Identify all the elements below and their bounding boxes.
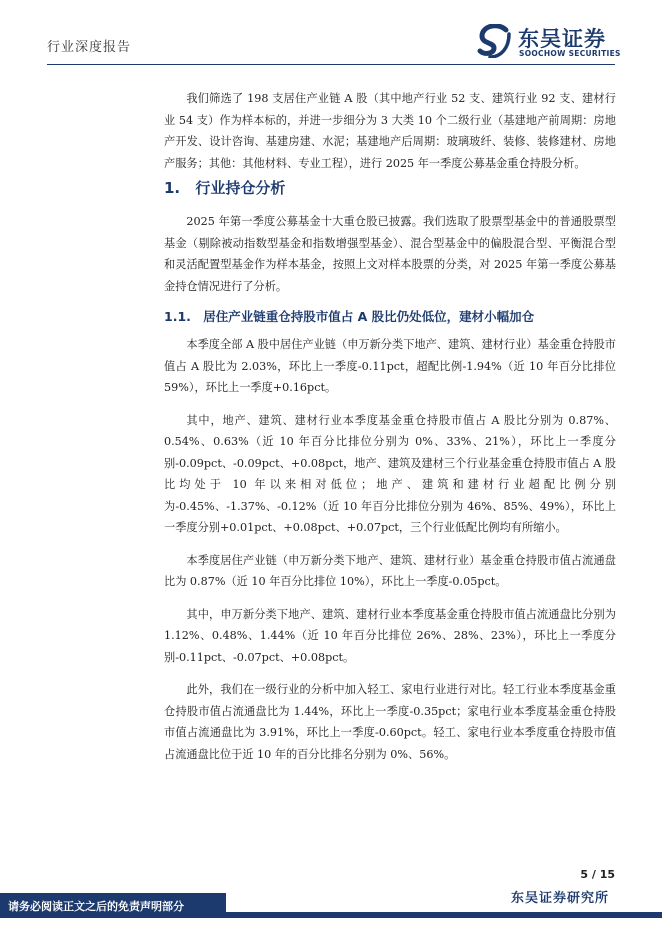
- page-number: 5 / 15: [580, 868, 615, 881]
- footer-divider: [226, 912, 662, 918]
- body-paragraph: 此外，我们在一级行业的分析中加入轻工、家电行业进行对比。轻工行业本季度基金重仓持股市值占流通盘比为 1.44%，环比上一季度-0.35pct；家电行业本季度基金重仓持股市值占流通盘比为 3.91%，环比上一季度-0.60pct。轻工、家电行业本季度重仓持股市值占流通盘比位于近 10 年的百分比排名分别为 0%、56%。: [164, 683, 616, 761]
- body-paragraph: 其中，申万新分类下地产、建筑、建材行业本季度基金重仓持股市值占流通盘比分别为 1.12%、0.48%、1.44%（近 10 年百分比排位 26%、28%、23%），环比上一季度分别-0.11pct、-0.07pct、+0.08pct。: [164, 607, 616, 664]
- report-type: 行业深度报告: [47, 40, 132, 55]
- section-1-title: 行业持仓分析: [195, 179, 286, 197]
- section-1-body: [164, 211, 616, 308]
- intro-block: [164, 88, 616, 185]
- body-paragraph: 本季度居住产业链（申万新分类下地产、建筑、建材行业）基金重仓持股市值占流通盘比为 0.87%（近 10 年百分比排位 10%），环比上一季度-0.05pct。: [164, 553, 616, 588]
- page-header: [0, 0, 662, 62]
- section-1-number: 1.: [164, 179, 181, 197]
- institute-name: 东吴证券研究所: [511, 891, 610, 906]
- intro-paragraph: 我们筛选了 198 支居住产业链 A 股（其中地产行业 52 支、建筑行业 92 支、建材行业 54 支）作为样本标的，并进一步细分为 3 大类 10 个二级行业（基建地产前周期：房地产开发、设计咨询、基建房建、水泥；基建地产后周期：玻璃玻纤、装修、装修建材、房地产服务；其他：其他材料、专业工程），进行 2025 年一季度公募基金重仓持股分析。: [164, 92, 616, 170]
- body-paragraph: 其中，地产、建筑、建材行业本季度基金重仓持股市值占 A 股比分别为 0.87%、0.54%、0.63%（近 10 年百分比排位分别为 0%、33%、21%），环比上一季度分别-0.09pct、-0.09pct、+0.08pct，地产、建筑及建材三个行业基金重仓持股市值占 A 股比均处于 10 年以来相对低位；地产、建筑和建材行业超配比例分别为-0.45%、-1.37%、-0.12%（近 10 年百分比排位分别为 46%、85%、49%），环比上一季度分别+0.01pct、+0.08pct、+0.07pct，三个行业低配比例均有所缩小。: [164, 413, 616, 534]
- section-1-1-body: [164, 334, 616, 776]
- header-divider: [47, 64, 615, 65]
- section-1-1-title: 居住产业链重仓持股市值占 A 股比仍处低位，建材小幅加仓: [203, 309, 535, 324]
- soochow-logo-icon: [476, 24, 512, 58]
- section-1-1-heading: [164, 307, 534, 325]
- section-1-1-number: 1.1.: [164, 309, 191, 324]
- company-logo: [476, 22, 626, 62]
- section-1-heading: [164, 177, 285, 198]
- logo-subtitle: SOOCHOW SECURITIES: [519, 49, 621, 58]
- body-paragraph: 本季度全部 A 股中居住产业链（申万新分类下地产、建筑、建材行业）基金重仓持股市值占 A 股比为 2.03%，环比上一季度-0.11pct，超配比例-1.94%（近 10 年百分比排位 59%），环比上一季度+0.16pct。: [164, 338, 616, 394]
- footer-banner: [0, 893, 226, 918]
- logo-name: 东吴证券: [518, 27, 606, 51]
- disclaimer-note: 请务必阅读正文之后的免责声明部分: [8, 900, 184, 913]
- section-1-paragraph: 2025 年第一季度公募基金十大重仓股已披露。我们选取了股票型基金中的普通股票型基金（剔除被动指数型基金和指数增强型基金）、混合型基金中的偏股混合型、平衡混合型和灵活配置型基金作为样本基金，按照上文对样本股票的分类，对 2025 年第一季度公募基金持仓情况进行了分析。: [164, 215, 616, 293]
